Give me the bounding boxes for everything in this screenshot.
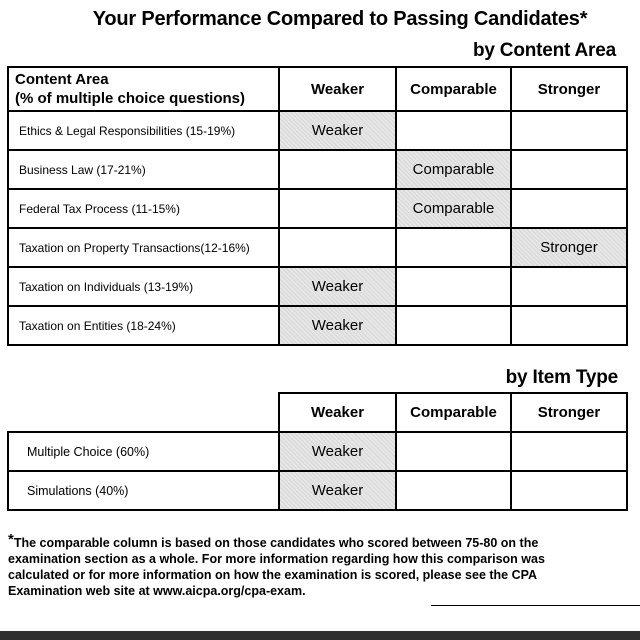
- row-label: Taxation on Individuals (13-19%): [8, 267, 279, 306]
- weaker-cell: Weaker: [279, 267, 396, 306]
- table-row: [8, 267, 627, 306]
- weaker-cell: Weaker: [279, 432, 396, 471]
- row-label: Simulations (40%): [8, 471, 279, 510]
- table-row: [8, 432, 627, 471]
- stronger-cell: [511, 471, 627, 510]
- weaker-cell: [279, 150, 396, 189]
- row-label: Taxation on Property Transactions(12-16%): [8, 228, 279, 267]
- comparable-cell: [396, 228, 511, 267]
- weaker-cell: Weaker: [279, 111, 396, 150]
- row-label: Multiple Choice (60%): [8, 432, 279, 471]
- item-type-blank-header: [8, 393, 279, 432]
- page-title: Your Performance Compared to Passing Candidates*: [92, 8, 588, 30]
- stronger-column-header: Stronger: [511, 393, 627, 432]
- comparable-cell: [396, 432, 511, 471]
- comparable-cell: Comparable: [396, 150, 511, 189]
- content-area-heading: by Content Area: [472, 40, 616, 61]
- row-label: Business Law (17-21%): [8, 150, 279, 189]
- bottom-bar: [0, 631, 640, 640]
- weaker-column-header: Weaker: [279, 393, 396, 432]
- footnote-text: The comparable column is based on those candidates who scored between 75-80 on the examination section as a whole. For more information regarding how this comparison was calculated or for more information on how the examination is scored, please see the CPA Examination web site at www.aicpa.org/cpa-exam.: [8, 536, 545, 598]
- stronger-cell: [511, 432, 627, 471]
- row-label: Federal Tax Process (11-15%): [8, 189, 279, 228]
- weaker-cell: Weaker: [279, 471, 396, 510]
- row-label: Taxation on Entities (18-24%): [8, 306, 279, 345]
- weaker-cell: Weaker: [279, 306, 396, 345]
- comparable-cell: [396, 471, 511, 510]
- content-area-table: [7, 66, 628, 346]
- item-type-table: [7, 392, 628, 511]
- footnote-asterisk: *: [8, 531, 14, 548]
- item-type-heading: by Item Type: [505, 367, 618, 388]
- table-row: [8, 306, 627, 345]
- footnote: [8, 531, 568, 599]
- table-row: [8, 471, 627, 510]
- weaker-column-header: Weaker: [279, 67, 396, 111]
- footer-rule: [431, 605, 640, 606]
- content-area-column-header: [8, 67, 279, 111]
- stronger-cell: Stronger: [511, 228, 627, 267]
- table-row: [8, 111, 627, 150]
- table-row: [8, 228, 627, 267]
- stronger-cell: [511, 306, 627, 345]
- stronger-cell: [511, 111, 627, 150]
- row-label: Ethics & Legal Responsibilities (15-19%): [8, 111, 279, 150]
- stronger-column-header: Stronger: [511, 67, 627, 111]
- comparable-cell: [396, 267, 511, 306]
- comparable-column-header: Comparable: [396, 67, 511, 111]
- stronger-cell: [511, 267, 627, 306]
- item-table-header-row: [8, 393, 627, 432]
- weaker-cell: [279, 228, 396, 267]
- comparable-column-header: Comparable: [396, 393, 511, 432]
- table-row: [8, 150, 627, 189]
- table-row: [8, 189, 627, 228]
- content-table-header-row: [8, 67, 627, 111]
- comparable-cell: [396, 306, 511, 345]
- comparable-cell: Comparable: [396, 189, 511, 228]
- comparable-cell: [396, 111, 511, 150]
- content-area-header-line1: Content Area: [15, 71, 109, 88]
- stronger-cell: [511, 189, 627, 228]
- content-area-header-line2: (% of multiple choice questions): [15, 90, 246, 107]
- weaker-cell: [279, 189, 396, 228]
- stronger-cell: [511, 150, 627, 189]
